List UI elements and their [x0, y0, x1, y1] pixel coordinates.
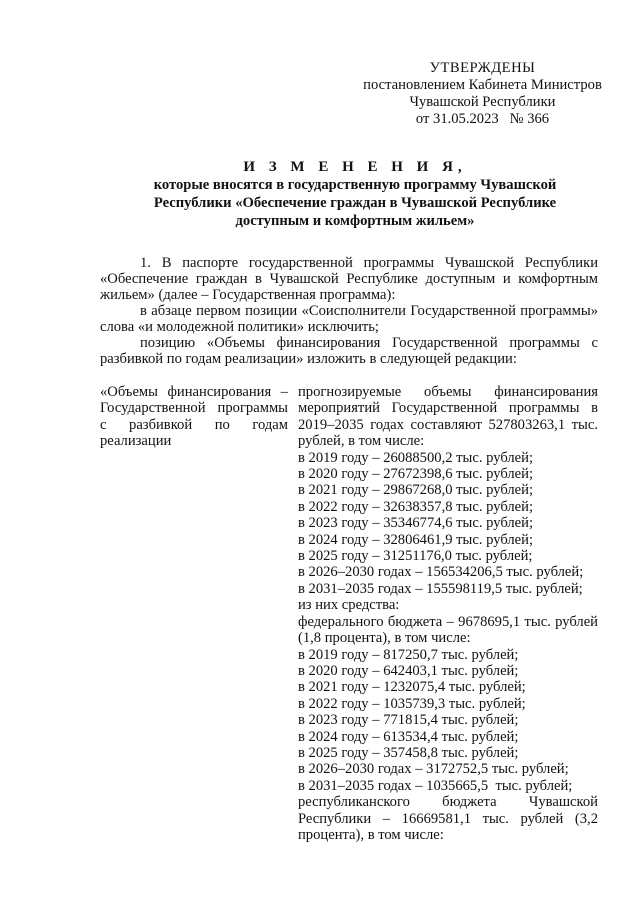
year-line: в 2026–2030 годах – 3172752,5 тыс. рублей; — [298, 761, 569, 778]
year-line: в 2031–2035 годах – 1035665,5 тыс. рублей; — [298, 777, 573, 794]
approval-line-1: постановлением Кабинета Министров — [363, 77, 602, 93]
total-years-list — [298, 450, 598, 598]
year-line: в 2024 году – 32806461,9 тыс. рублей; — [298, 531, 534, 548]
year-line: в 2020 году – 642403,1 тыс. рублей; — [298, 662, 519, 679]
year-line: в 2026–2030 годах – 156534206,5 тыс. рублей; — [298, 564, 584, 581]
funding-position-label: «Объемы финансирования – Государственной программы с разбивкой по годам реализации — [100, 384, 288, 450]
paragraph-2: в абзаце первом позиции «Соисполнители Государственной программы» слова «и молодежной политики» исключить; — [100, 303, 598, 335]
year-line: в 2021 году – 1232075,4 тыс. рублей; — [298, 679, 526, 696]
year-line: в 2023 году – 35346774,6 тыс. рублей; — [298, 515, 534, 532]
republic-intro: республиканского бюджета Чувашской Республики – 16669581,1 тыс. рублей (3,2 процента), в том числе: — [298, 794, 598, 843]
document-body — [100, 255, 598, 367]
year-line: в 2019 году – 26088500,2 тыс. рублей; — [298, 449, 534, 466]
year-line: в 2025 году – 357458,8 тыс. рублей; — [298, 744, 519, 761]
paragraph-3: позицию «Объемы финансирования Государственной программы с разбивкой по годам реализации» изложить в следующей редакции: — [100, 335, 598, 367]
funding-table — [100, 384, 598, 843]
year-line: в 2025 году – 31251176,0 тыс. рублей; — [298, 548, 533, 565]
document-heading — [120, 158, 590, 230]
year-line: в 2024 году – 613534,4 тыс. рублей; — [298, 728, 519, 745]
heading-word: И З М Е Н Е Н И Я, — [243, 159, 467, 175]
paragraph-1: 1. В паспорте государственной программы Чувашской Республики «Обеспечение граждан в Чувашской Республике доступным и комфортным жильем» (далее – Государственная программа): — [100, 255, 598, 303]
heading-line-1: которые вносятся в государственную программу Чувашской — [153, 177, 557, 193]
year-line: в 2031–2035 годах – 155598119,5 тыс. рублей; — [298, 580, 583, 597]
approval-title: УТВЕРЖДЕНЫ — [429, 60, 536, 76]
year-line: в 2020 году – 27672398,6 тыс. рублей; — [298, 466, 534, 483]
year-line: в 2022 году – 32638357,8 тыс. рублей; — [298, 498, 534, 515]
funding-intro: прогнозируемые объемы финансирования мероприятий Государственной программы в 2019–2035 годах составляют 527803263,1 тыс. рублей, в том числе: — [298, 384, 598, 450]
year-line: в 2023 году – 771815,4 тыс. рублей; — [298, 712, 519, 729]
heading-line-3: доступным и комфортным жильем» — [235, 213, 475, 229]
approval-line-2: Чувашской Республики — [409, 94, 556, 110]
sources-label: из них средства: — [298, 597, 400, 614]
approval-line-3: от 31.05.2023 № 366 — [415, 111, 550, 127]
heading-line-2: Республики «Обеспечение граждан в Чувашской Республике — [153, 195, 557, 211]
funding-position-value — [298, 384, 598, 843]
year-line: в 2021 году – 29867268,0 тыс. рублей; — [298, 482, 534, 499]
federal-intro: федерального бюджета – 9678695,1 тыс. рублей (1,8 процента), в том числе: — [298, 613, 598, 647]
approval-block — [360, 60, 605, 128]
year-line: в 2019 году – 817250,7 тыс. рублей; — [298, 646, 519, 663]
federal-years-list — [298, 647, 598, 795]
year-line: в 2022 году – 1035739,3 тыс. рублей; — [298, 695, 526, 712]
